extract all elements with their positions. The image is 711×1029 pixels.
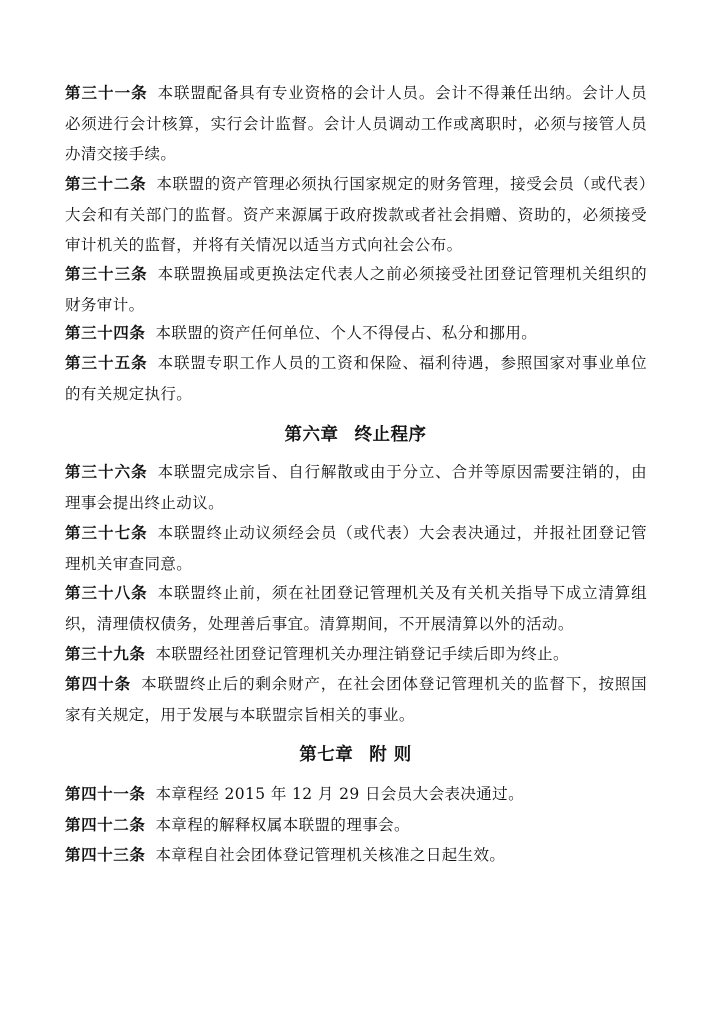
article-33 [65,259,647,320]
article-36 [65,457,647,518]
article-35 [65,348,647,409]
article-label: 第三十九条 [65,645,146,663]
article-38 [65,578,647,639]
article-text: 本联盟终止动议须经会员（或代表）大会表决通过，并报社团登记管理机关审查同意。 [65,524,647,573]
chapter-number: 第六章 [284,425,339,445]
article-text: 本联盟完成宗旨、自行解散或由于分立、合并等原因需要注销的，由理事会提出终止动议。 [65,463,647,512]
article-label: 第三十二条 [65,175,147,193]
chapter-number: 第七章 [299,745,354,765]
article-label: 第三十八条 [65,584,148,602]
article-label: 第四十二条 [65,816,146,834]
article-label: 第四十一条 [65,785,146,803]
article-34 [65,318,647,349]
article-43 [65,840,647,871]
article-label: 第四十条 [65,675,132,693]
article-31 [65,78,647,170]
article-text: 本联盟经社团登记管理机关办理注销登记手续后即为终止。 [155,645,569,663]
chapter-7-heading [0,743,711,767]
article-37 [65,518,647,579]
chapter-6-heading [0,423,711,447]
article-label: 第三十一条 [65,84,148,102]
article-label: 第三十五条 [65,354,148,372]
article-text: 本章程经 2015 年 12 月 29 日会员大会表决通过。 [155,785,524,803]
article-text: 本联盟终止后的剩余财产，在社会团体登记管理机关的监督下，按照国家有关规定，用于发展与本联盟宗旨相关的事业。 [65,675,648,724]
article-40 [65,669,647,730]
chapter-title: 终止程序 [354,425,427,445]
article-text: 本联盟换届或更换法定代表人之前必须接受社团登记管理机关组织的财务审计。 [65,265,647,314]
article-39 [65,639,647,670]
article-text: 本联盟配备具有专业资格的会计人员。会计不得兼任出纳。会计人员必须进行会计核算，实行会计监督。会计人员调动工作或离职时，必须与接管人员办清交接手续。 [65,84,647,163]
article-text: 本联盟终止前，须在社团登记管理机关及有关机关指导下成立清算组织，清理债权债务，处理善后事宜。清算期间，不开展清算以外的活动。 [65,584,647,633]
article-32 [65,169,647,261]
article-text: 本联盟专职工作人员的工资和保险、福利待遇，参照国家对事业单位的有关规定执行。 [65,354,647,403]
chapter-title: 附 则 [369,745,412,765]
article-42 [65,810,647,841]
article-text: 本章程自社会团体登记管理机关核准之日起生效。 [155,846,506,864]
article-label: 第三十四条 [65,324,146,342]
article-label: 第三十六条 [65,463,148,481]
article-text: 本章程的解释权属本联盟的理事会。 [155,816,410,834]
article-text: 本联盟的资产管理必须执行国家规定的财务管理，接受会员（或代表）大会和有关部门的监督。资产来源属于政府拨款或者社会捐赠、资助的，必须接受审计机关的监督，并将有关情况以适当方式向社会公布。 [65,175,647,254]
article-text: 本联盟的资产任何单位、个人不得侵占、私分和挪用。 [155,324,538,342]
article-label: 第三十七条 [65,524,148,542]
article-label: 第四十三条 [65,846,146,864]
article-41 [65,779,647,810]
article-label: 第三十三条 [65,265,148,283]
